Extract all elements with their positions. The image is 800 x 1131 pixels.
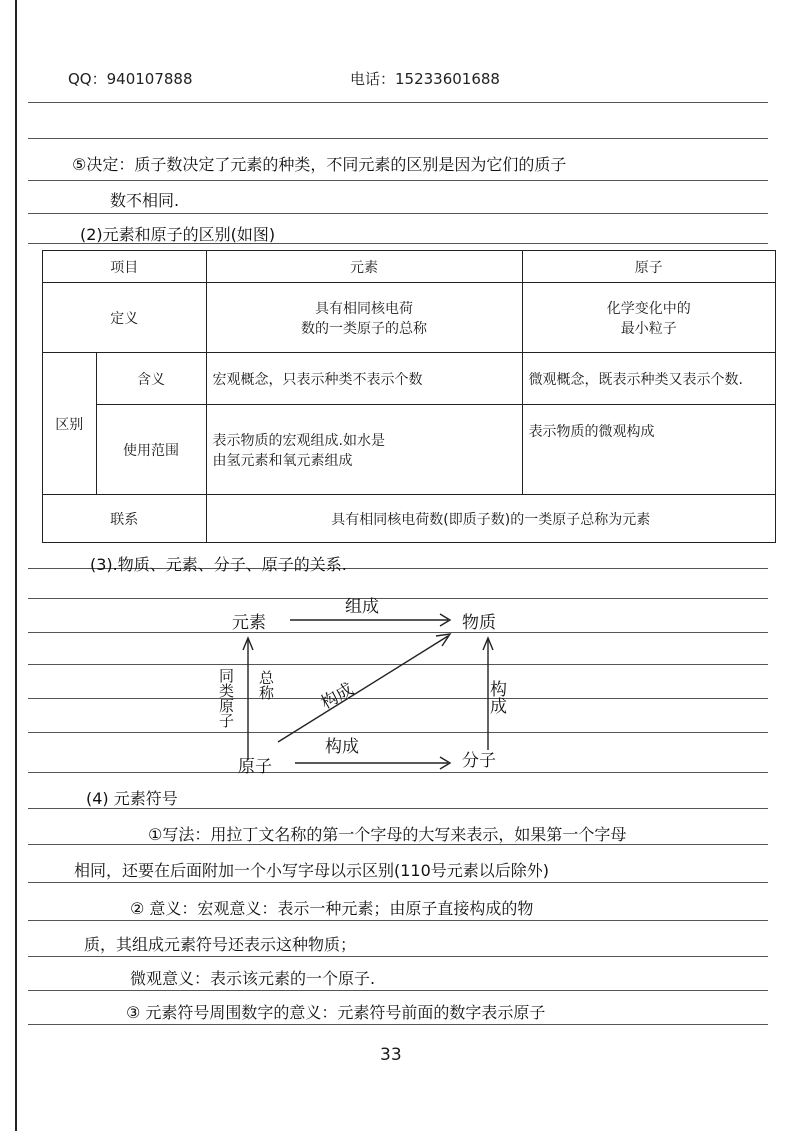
table-header-element: 元素 <box>206 251 522 283</box>
writing-rule-line-2: 相同，还要在后面附加一个小写字母以示区别(110号元素以后除外) <box>74 861 550 880</box>
cell-definition-element: 具有相同核电荷 数的一类原子的总称 <box>206 283 522 353</box>
diagram-construct-diagonal-label: 构成 <box>317 679 358 714</box>
note-line-decision-cont: 数不相同. <box>110 191 180 210</box>
row-label-difference: 区别 <box>43 353 97 495</box>
section-4-heading: (4) 元素符号 <box>86 789 178 808</box>
row-label-relation: 联系 <box>43 495 207 543</box>
row-label-meaning: 含义 <box>96 353 206 405</box>
qq-number: QQ：940107888 <box>68 70 193 88</box>
cell-relation: 具有相同核电荷数(即质子数)的一类原子总称为元素 <box>206 495 775 543</box>
cell-usage-element: 表示物质的宏观组成.如水是 由氢元素和氧元素组成 <box>206 405 522 495</box>
cell-meaning-element: 宏观概念，只表示种类不表示个数 <box>206 353 522 405</box>
meaning-line-3: 微观意义：表示该元素的一个原子. <box>130 969 376 988</box>
diagram-construct-right-label: 构成 <box>486 680 506 714</box>
cell-usage-atom: 表示物质的微观构成 <box>522 405 775 495</box>
arrowhead <box>436 634 450 646</box>
arrow-atom-to-substance <box>278 636 448 742</box>
note-line-decision: ⑤决定：质子数决定了元素的种类，不同元素的区别是因为它们的质子 <box>72 155 567 174</box>
section-2-heading: (2)元素和原子的区别(如图) <box>80 225 276 244</box>
diagram-atom-label: 原子 <box>238 757 272 777</box>
diagram-same-kind-label: 同类原子 <box>217 668 235 728</box>
diagram-molecule-label: 分子 <box>462 751 496 771</box>
diagram-compose-label: 组成 <box>345 597 379 617</box>
cell-definition-atom: 化学变化中的 最小粒子 <box>522 283 775 353</box>
meaning-line-2: 质，其组成元素符号还表示这种物质； <box>84 935 357 954</box>
page-number: 33 <box>380 1045 402 1065</box>
phone-number: 电话：15233601688 <box>350 70 500 88</box>
row-label-usage: 使用范围 <box>96 405 206 495</box>
cell-meaning-atom: 微观概念，既表示种类又表示个数. <box>522 353 775 405</box>
diagram-construct-bottom-label: 构成 <box>325 737 359 757</box>
section-3-heading: (3).物质、元素、分子、原子的关系. <box>90 555 347 574</box>
table-header-atom: 原子 <box>522 251 775 283</box>
table-header-item: 项目 <box>43 251 207 283</box>
diagram-substance-label: 物质 <box>462 613 496 633</box>
writing-rule-line-1: ①写法：用拉丁文名称的第一个字母的大写来表示，如果第一个字母 <box>148 825 627 844</box>
diagram-element-label: 元素 <box>232 613 266 633</box>
meaning-line-1: ② 意义：宏观意义：表示一种元素；由原子直接构成的物 <box>130 899 534 918</box>
row-label-definition: 定义 <box>43 283 207 353</box>
number-meaning-line: ③ 元素符号周围数字的意义：元素符号前面的数字表示原子 <box>126 1003 546 1022</box>
diagram-general-label: 总称 <box>257 670 275 700</box>
